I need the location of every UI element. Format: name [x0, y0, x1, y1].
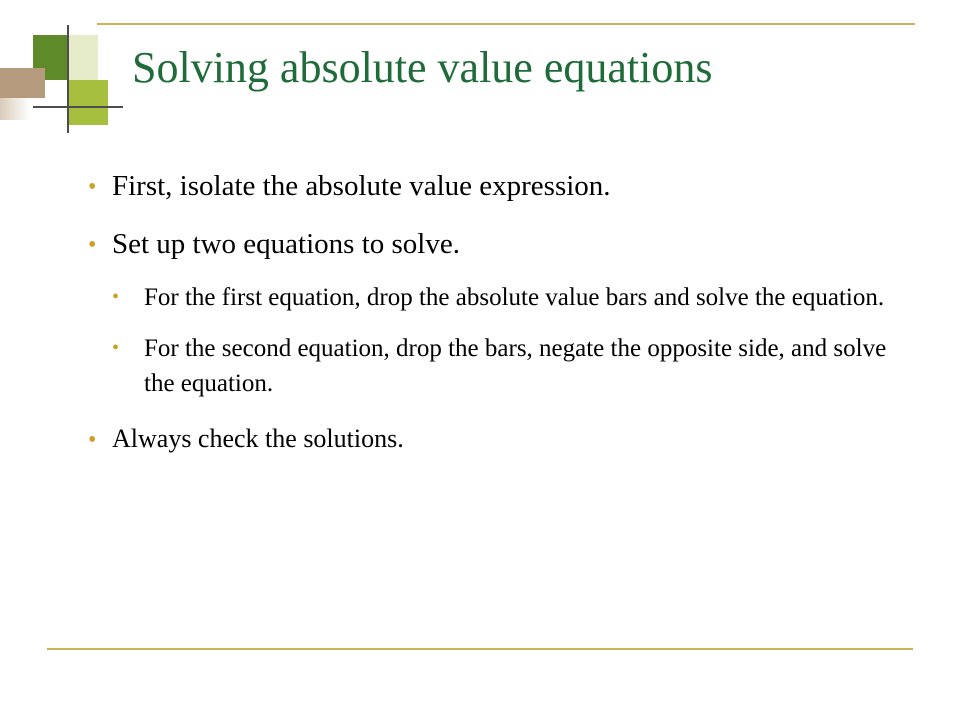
sub-bullet-item: [112, 280, 920, 315]
corner-square-light-green: [68, 80, 108, 125]
bullet-item: [80, 421, 920, 457]
corner-horizontal-line: [33, 106, 123, 108]
bullet-dot-icon: •: [112, 286, 120, 308]
bullet-list: [80, 168, 920, 479]
slide-title: Solving absolute value equations: [132, 43, 713, 92]
bullet-dot-icon: •: [88, 174, 97, 200]
bullet-dot-icon: •: [88, 232, 97, 258]
bottom-rule: [47, 648, 913, 650]
corner-square-fade: [0, 98, 30, 120]
bullet-dot-icon: •: [112, 337, 120, 359]
bullet-item: [80, 226, 920, 262]
bullet-text: For the second equation, drop the bars, negate the opposite side, and solve the equation.: [144, 335, 887, 397]
corner-decoration: [0, 0, 120, 140]
bullet-dot-icon: •: [88, 427, 97, 453]
bullet-item: [80, 168, 920, 204]
corner-vertical-line: [67, 25, 69, 133]
bullet-text: Set up two equations to solve.: [112, 228, 460, 260]
corner-square-pale: [68, 35, 98, 80]
top-rule: [97, 23, 915, 25]
sub-bullet-item: [112, 331, 920, 401]
bullet-text: Always check the solutions.: [112, 424, 404, 453]
corner-square-brown: [0, 68, 45, 98]
bullet-text: For the first equation, drop the absolute value bars and solve the equation.: [144, 284, 885, 311]
bullet-text: First, isolate the absolute value expression.: [112, 170, 611, 202]
